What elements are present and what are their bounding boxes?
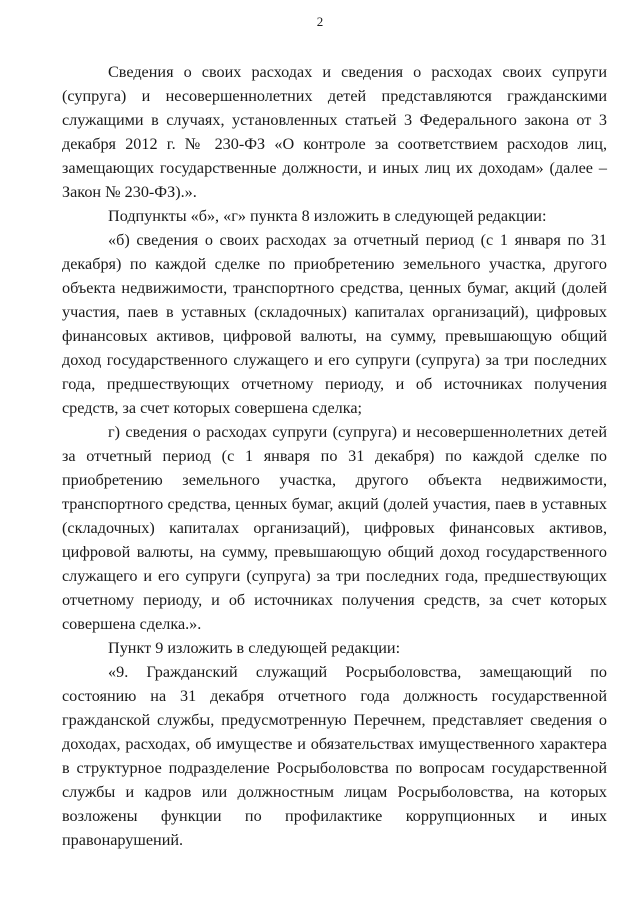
paragraph-subpoint-g: г) сведения о расходах супруги (супруга) и несовершеннолетних детей за отчетный период (с 1 января по 31 декабря) по каждой сделке по приобретению земельного участка, другого объекта недвижимости, транспортного средства, ценных бумаг, акций (долей участия, паев в уставных (складочных) капиталах организаций), цифровых финансовых активов, цифровой валюты, на сумму, превышающую общий доход государственного служащего и его супруги (супруга) за три последних года, предшествующих отчетному периоду, и об источниках получения средств, за счет которых совершена сделка.». [62, 423, 607, 633]
page-number: 2 [316, 14, 324, 29]
paragraph-point-9: «9. Гражданский служащий Росрыболовства, замещающий по состоянию на 31 декабря отчетного года должность государственной гражданской службы, предусмотренную Перечнем, представляет сведения о доходах, расходах, об имуществе и обязательствах имущественного характера в структурное подразделение Росрыболовства по вопросам государственной службы и кадров или должностным лицам Росрыболовства, на которых возложены функции по профилактике коррупционных и иных правонарушений. [62, 663, 607, 849]
document-body [62, 60, 607, 852]
paragraph-expense-reporting: Сведения о своих расходах и сведения о расходах своих супруги (супруга) и несовершеннолетних детей представляются гражданскими служащими в случаях, установленных статьей 3 Федерального закона от 3 декабря 2012 г. № 230-ФЗ «О контроле за соответствием расходов лиц, замещающих государственные должности, и иных лиц их доходам» (далее – Закон № 230-ФЗ).». [62, 63, 607, 201]
paragraph-amend-point-9: Пункт 9 изложить в следующей редакции: [108, 639, 401, 657]
paragraph-amend-subpoints: Подпункты «б», «г» пункта 8 изложить в следующей редакции: [108, 207, 547, 225]
paragraph-subpoint-b: «б) сведения о своих расходах за отчетный период (с 1 января по 31 декабря) по каждой сделке по приобретению земельного участка, другого объекта недвижимости, транспортного средства, ценных бумаг, акций (долей участия, паев в уставных (складочных) капиталах организаций), цифровых финансовых активов, цифровой валюты, на сумму, превышающую общий доход государственного служащего и его супруги (супруга) за три последних года, предшествующих отчетному периоду, и об источниках получения средств, за счет которых совершена сделка; [62, 231, 607, 417]
